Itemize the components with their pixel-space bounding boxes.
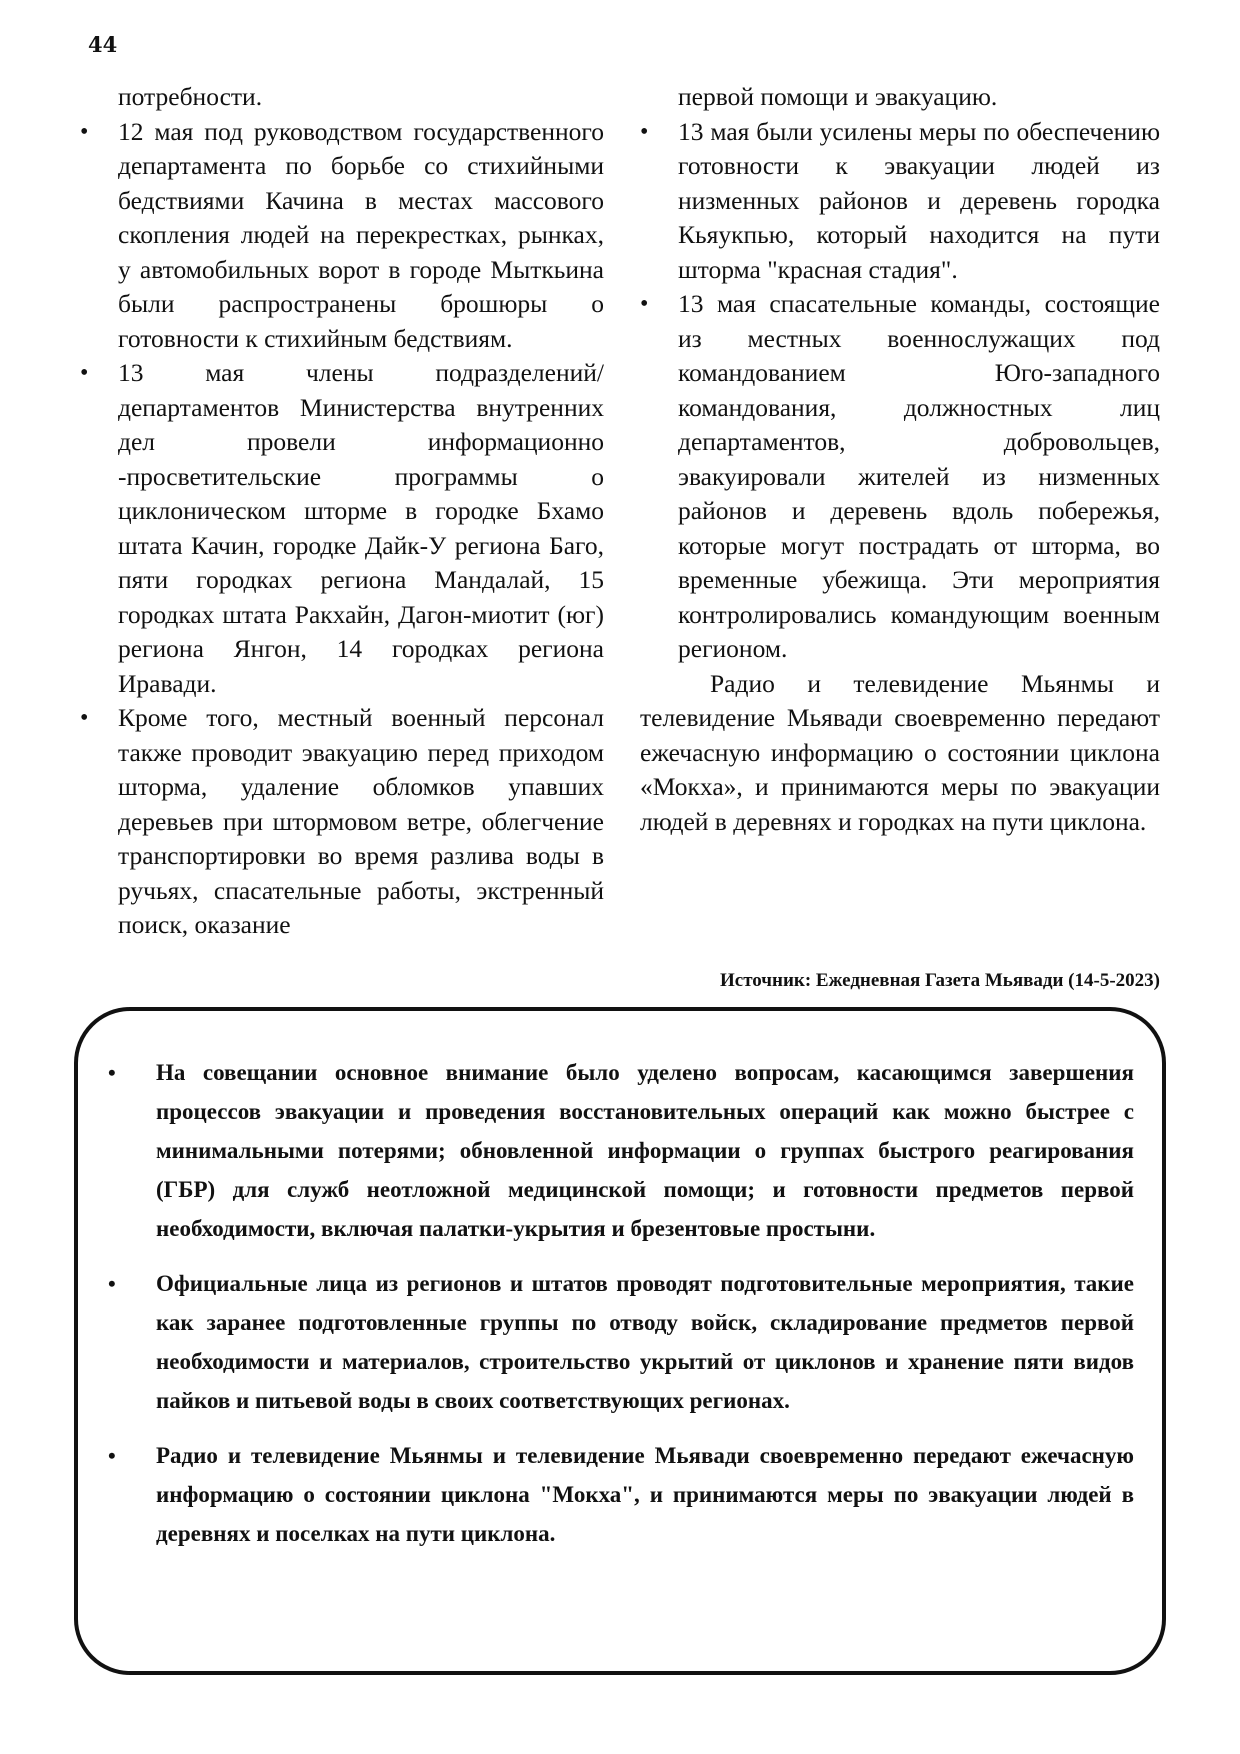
bullet-icon: • — [80, 118, 89, 145]
source-citation: Источник: Ежедневная Газета Мьявади (14-5-2023) — [720, 970, 1160, 991]
summary-box — [74, 1007, 1166, 1675]
right-continuation-text: первой помощи и эвакуацию. — [678, 82, 998, 111]
right-paragraph: Радио и телевидение Мьянмы и телевидение Мьявади своевременно передают ежечасную информацию о состоянии циклона «Мокха», и принимаются меры по эвакуации людей в деревнях и городках на пути циклона. — [640, 668, 1160, 836]
left-bullet-item — [80, 356, 604, 701]
right-bullet-text: 13 мая спасательные команды, состоящие из местных военнослужащих под командованием Юго-западного командования, должностных лиц департаментов, добровольцев, эвакуировали жителей из низменных районов и деревень вдоль побережья, которые могут пострадать от шторма, во временные убежища. Эти мероприятия контролировались командующим военным регионом. — [678, 289, 1160, 663]
bullet-icon: • — [108, 1060, 116, 1085]
right-bullet-item — [640, 287, 1160, 667]
left-bullet-text: 13 мая члены подразделений/ департаментов Министерства внутренних дел провели информационно -просветительские программы о циклоническом шторме в городке Бхамо штата Качин, городке Дайк-У региона Баго, пяти городках региона Мандалай, 15 городках штата Ракхайн, Дагон-миотит (юг) региона Янгон, 14 городках региона Иравади. — [118, 358, 604, 698]
left-continuation-text: потребности. — [118, 82, 263, 111]
summary-bullet-item — [108, 1436, 1134, 1553]
right-bullet-text: 13 мая были усилены меры по обеспечению готовности к эвакуации людей из низменных районов и деревень городка Кьяукпью, который находится на пути шторма "красная стадия". — [678, 116, 1160, 284]
left-bullet-item — [80, 701, 604, 943]
left-bullet-text: 12 мая под руководством государственного департамента по борьбе со стихийными бедствиями Качина в местах массового скопления людей на перекрестках, рынках, у автомобильных ворот в городе Мыткьина были распространены брошюры о готовности к стихийным бедствиям. — [118, 116, 604, 353]
summary-bullet-text: На совещании основное внимание было уделено вопросам, касающимся завершения процессов эвакуации и проведения восстановительных операций как можно быстрее с минимальными потерями; обновленной информации о группах быстрого реагирования (ГБР) для служб неотложной медицинской помощи; и готовности предметов первой необходимости, включая палатки-укрытия и брезентовые простыни. — [156, 1060, 1134, 1241]
left-bullet-list — [80, 115, 604, 943]
right-bullet-list — [640, 115, 1160, 667]
left-column — [80, 80, 604, 943]
summary-bullet-text: Радио и телевидение Мьянмы и телевидение Мьявади своевременно передают ежечасную информацию о состоянии циклона "Мокха", и принимаются меры по эвакуации людей в деревнях и поселках на пути циклона. — [156, 1443, 1134, 1546]
left-bullet-item — [80, 115, 604, 357]
summary-bullet-item — [108, 1053, 1134, 1248]
bullet-icon: • — [108, 1443, 116, 1468]
right-bullet-item — [640, 115, 1160, 288]
page-number: 44 — [88, 32, 118, 57]
bullet-icon: • — [80, 360, 89, 386]
bullet-icon: • — [640, 118, 649, 145]
bullet-icon: • — [108, 1271, 116, 1296]
summary-bullet-item — [108, 1264, 1134, 1420]
summary-bullet-text: Официальные лица из регионов и штатов проводят подготовительные мероприятия, такие как заранее подготовленные группы по отводу войск, складирование предметов первой необходимости и материалов, строительство укрытий от циклонов и хранение пяти видов пайков и питьевой воды в своих соответствующих регионах. — [156, 1271, 1134, 1413]
left-bullet-text: Кроме того, местный военный персонал также проводит эвакуацию перед приходом шторма, удаление обломков упавших деревьев при штормовом ветре, облегчение транспортировки во время разлива воды в ручьях, спасательные работы, экстренный поиск, оказание — [118, 703, 604, 939]
summary-bullet-list — [108, 1053, 1134, 1569]
bullet-icon: • — [80, 705, 89, 731]
right-column — [640, 80, 1160, 839]
bullet-icon: • — [640, 291, 649, 317]
